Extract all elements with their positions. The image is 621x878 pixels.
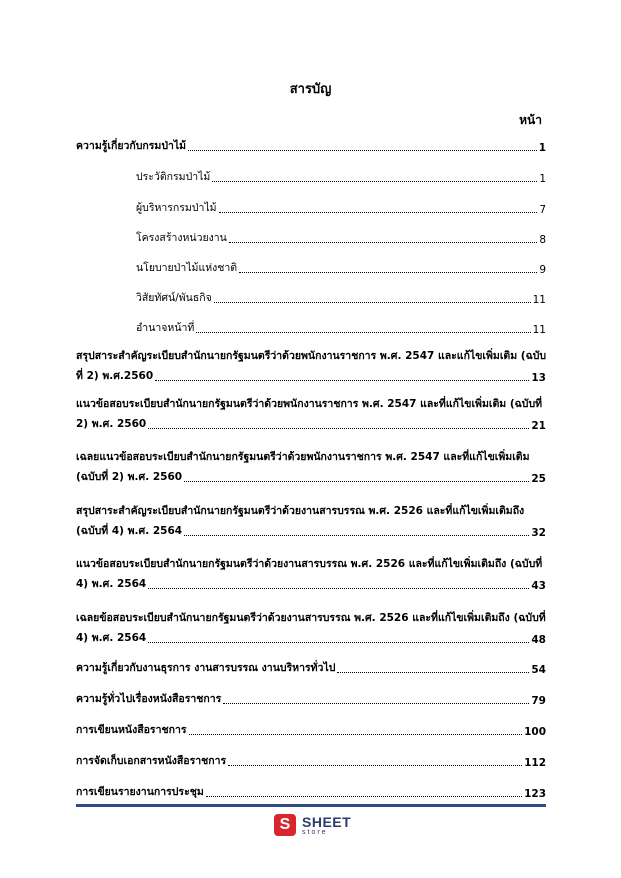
entry-text: อำนาจหน้าที่ [136,322,195,334]
entry-page: 32 [531,527,546,539]
entry-page: 25 [531,473,546,485]
toc-entry[interactable] [76,348,546,384]
leader-dots [223,702,529,704]
entry-page: 79 [531,695,546,707]
entry-page: 1 [538,142,546,154]
leader-dots [148,427,529,429]
entry-text-line1: เฉลยข้อสอบระเบียบสำนักนายกรัฐมนตรีว่าด้วยงานสารบรรณ พ.ศ. 2526 และที่แก้ไขเพิ่มเติมถึง (ฉบับที่ [76,612,546,624]
leader-dots [337,671,529,673]
toc-entry[interactable] [76,556,546,592]
logo-sub-text: store [302,828,328,836]
entry-text-line2: 4) พ.ศ. 2564 [76,578,147,590]
toc-entry[interactable] [76,753,546,769]
entry-text: โครงสร้างหน่วยงาน [136,232,227,244]
entry-page: 54 [531,664,546,676]
entry-page: 48 [531,634,546,646]
entry-text-line1: เฉลยแนวข้อสอบระเบียบสำนักนายกรัฐมนตรีว่าด้วยพนักงานราชการ พ.ศ. 2547 และที่แก้ไขเพิ่มเติม [76,451,530,463]
leader-dots [148,587,529,589]
toc-subentry[interactable] [76,290,546,306]
entry-text: การเขียนรายงานการประชุม [76,786,204,798]
toc-subentry[interactable] [76,320,546,336]
entry-text: ผู้บริหารกรมป่าไม้ [136,202,217,214]
toc-subentry[interactable] [76,169,546,185]
entry-text: วิสัยทัศน์/พันธกิจ [136,292,212,304]
leader-dots [212,180,537,182]
entry-text-line2: (ฉบับที่ 2) พ.ศ. 2560 [76,471,183,483]
entry-text-line2: 4) พ.ศ. 2564 [76,632,147,644]
leader-dots [214,301,531,303]
entry-text-line1: สรุปสาระสำคัญระเบียบสำนักนายกรัฐมนตรีว่าด้วยงานสารบรรณ พ.ศ. 2526 และที่แก้ไขเพิ่มเติมถึง [76,505,525,517]
entry-page: 112 [524,757,546,769]
entry-page: 8 [539,234,546,246]
entry-text-line1: สรุปสาระสำคัญระเบียบสำนักนายกรัฐมนตรีว่าด้วยพนักงานราชการ พ.ศ. 2547 และแก้ไขเพิ่มเติม (ฉบับ [76,350,546,362]
logo-wordmark [302,815,351,836]
entry-text-line2: ที่ 2) พ.ศ.2560 [76,370,154,382]
entry-text-line2: (ฉบับที่ 4) พ.ศ. 2564 [76,525,183,537]
entry-text-line1: แนวข้อสอบระเบียบสำนักนายกรัฐมนตรีว่าด้วยงานสารบรรณ พ.ศ. 2526 และที่แก้ไขเพิ่มเติมถึง (ฉบับที่ [76,558,543,570]
toc-title: สารบัญ [289,82,332,97]
toc-entry[interactable] [76,610,546,646]
toc-entry[interactable] [76,396,546,432]
toc-entry[interactable] [76,784,546,800]
entry-page: 11 [532,294,546,306]
toc-entry[interactable] [76,722,546,738]
entry-text: ความรู้เกี่ยวกับกรมป่าไม้ [76,140,187,152]
leader-dots [188,149,537,151]
entry-page: 1 [539,173,546,185]
toc-subentry[interactable] [76,200,546,216]
entry-page: 13 [531,372,546,384]
logo-icon: S [274,814,296,836]
entry-page: 43 [531,580,546,592]
leader-dots [229,241,537,243]
entry-text-line2: 2) พ.ศ. 2560 [76,418,147,430]
toc-entry[interactable] [76,449,546,485]
leader-dots [184,480,529,482]
entry-text: ความรู้เกี่ยวกับงานธุรการ งานสารบรรณ งานบริหารทั่วไป [76,662,336,674]
toc-subentry[interactable] [76,260,546,276]
leader-dots [155,379,529,381]
entry-text: ประวัติกรมป่าไม้ [136,171,211,183]
entry-text: นโยบายป่าไม้แห่งชาติ [136,262,238,274]
toc-subentry[interactable] [76,230,546,246]
leader-dots [228,764,522,766]
entry-text: การจัดเก็บเอกสารหนังสือราชการ [76,755,227,767]
toc-entry[interactable] [76,138,546,154]
leader-dots [148,641,529,643]
entry-page: 11 [532,324,546,336]
logo-main-text: SHEET [302,813,352,830]
toc-entry[interactable] [76,503,546,539]
leader-dots [184,534,529,536]
leader-dots [196,331,530,333]
leader-dots [206,795,522,797]
toc-entry[interactable] [76,660,546,676]
entry-text: ความรู้ทั่วไปเรื่องหนังสือราชการ [76,693,222,705]
entry-page: 7 [539,204,546,216]
entry-page: 9 [539,264,546,276]
entry-text-line1: แนวข้อสอบระเบียบสำนักนายกรัฐมนตรีว่าด้วยพนักงานราชการ พ.ศ. 2547 และที่แก้ไขเพิ่มเติม (ฉบับที่ [76,398,543,410]
entry-text: การเขียนหนังสือราชการ [76,724,187,736]
leader-dots [239,271,537,273]
sheet-store-logo [274,814,351,836]
entry-page: 100 [524,726,546,738]
leader-dots [189,733,523,735]
toc-entry[interactable] [76,691,546,707]
leader-dots [219,211,538,213]
footer-divider [76,804,546,807]
entry-page: 21 [531,420,546,432]
entry-page: 123 [524,788,546,800]
page-column-header: หน้า [519,113,542,127]
